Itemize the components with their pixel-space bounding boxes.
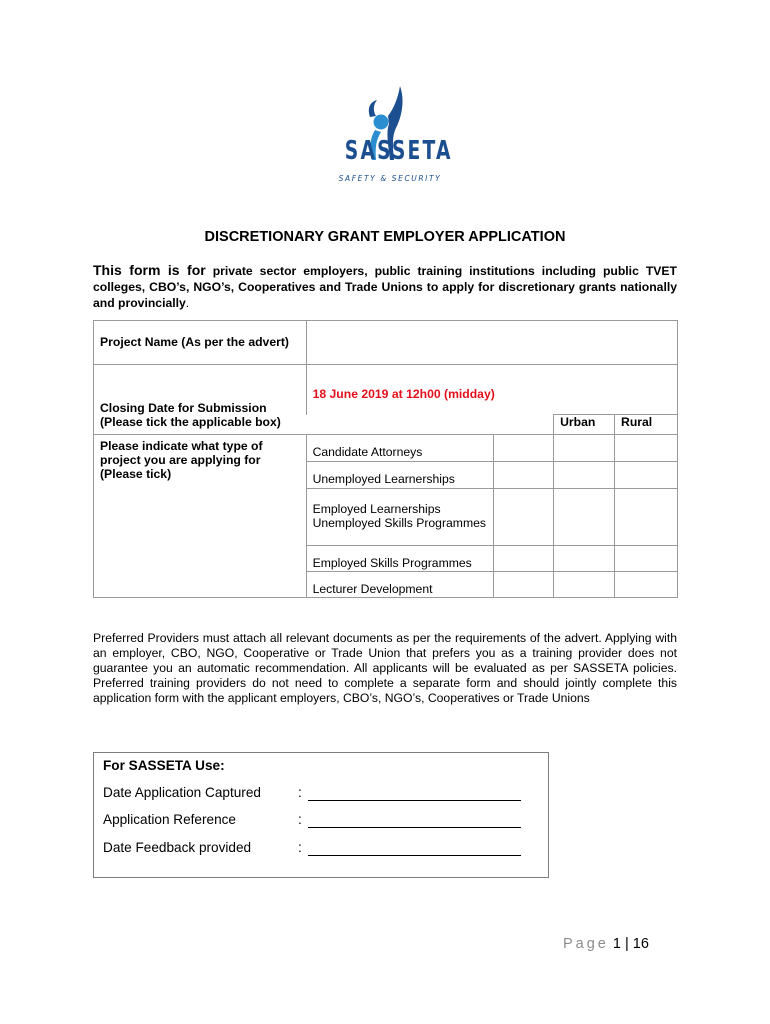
- intro-tail: .: [185, 296, 190, 310]
- date-feedback-row: [103, 840, 543, 858]
- rural-option[interactable]: Rural: [615, 415, 678, 435]
- project-name-input[interactable]: [306, 321, 677, 365]
- project-type-option: Employed Learnerships: [306, 489, 494, 516]
- date-captured-label: Date Application Captured: [103, 785, 261, 800]
- project-type-checkbox[interactable]: [554, 516, 615, 546]
- colon: :: [298, 812, 302, 827]
- page-number: [563, 936, 649, 952]
- date-captured-field[interactable]: [308, 800, 521, 801]
- project-type-option: Employed Skills Programmes: [306, 546, 494, 572]
- project-type-checkbox[interactable]: [615, 516, 678, 546]
- logo-tagline: SAFETY & SECURITY: [338, 174, 442, 183]
- project-type-checkbox[interactable]: [615, 546, 678, 572]
- sasseta-use-title: For SASSETA Use:: [103, 758, 225, 773]
- project-type-option: Unemployed Skills Programmes: [306, 516, 494, 546]
- sasseta-use-box: [93, 752, 549, 878]
- page-title: DISCRETIONARY GRANT EMPLOYER APPLICATION: [204, 229, 566, 245]
- project-type-checkbox[interactable]: [494, 435, 554, 462]
- project-type-checkbox[interactable]: [615, 462, 678, 489]
- project-name-row: [94, 321, 678, 365]
- project-type-checkbox[interactable]: [615, 435, 678, 462]
- project-type-checkbox[interactable]: [554, 572, 615, 598]
- application-form-table: [93, 320, 678, 598]
- project-type-checkbox[interactable]: [615, 572, 678, 598]
- project-type-row: [94, 435, 678, 462]
- logo-wordmark: SASSETA: [344, 136, 453, 166]
- colon: :: [298, 840, 302, 855]
- tick-row: [94, 415, 678, 435]
- sasseta-logo: [320, 86, 460, 190]
- urban-option[interactable]: Urban: [554, 415, 615, 435]
- colon: :: [298, 785, 302, 800]
- project-type-checkbox[interactable]: [494, 572, 554, 598]
- intro-body: private sector employers, public training institutions including public TVET colleges, CBO’s, NGO’s, Cooperatives and Trade Unions to apply for discretionary grants nationally and provincially: [93, 264, 677, 310]
- closing-date-label: Closing Date for Submission: [94, 365, 307, 415]
- project-type-checkbox[interactable]: [494, 516, 554, 546]
- project-type-checkbox[interactable]: [554, 462, 615, 489]
- closing-date-row: [94, 365, 678, 415]
- project-type-checkbox[interactable]: [554, 546, 615, 572]
- intro-lead: This form is for: [93, 262, 206, 278]
- project-type-checkbox[interactable]: [615, 489, 678, 516]
- project-type-checkbox[interactable]: [494, 546, 554, 572]
- project-type-option: Candidate Attorneys: [306, 435, 494, 462]
- closing-date-value: 18 June 2019 at 12h00 (midday): [306, 365, 677, 415]
- date-feedback-label: Date Feedback provided: [103, 840, 252, 855]
- date-captured-row: [103, 785, 543, 803]
- project-type-checkbox[interactable]: [494, 462, 554, 489]
- date-feedback-field[interactable]: [308, 855, 521, 856]
- application-reference-row: [103, 812, 543, 830]
- application-reference-label: Application Reference: [103, 812, 236, 827]
- project-type-option: Lecturer Development: [306, 572, 494, 598]
- project-name-label: Project Name (As per the advert): [94, 321, 307, 365]
- project-type-option: Unemployed Learnerships: [306, 462, 494, 489]
- project-type-checkbox[interactable]: [554, 489, 615, 516]
- project-type-checkbox[interactable]: [494, 489, 554, 516]
- tick-instruction: (Please tick the applicable box): [94, 415, 554, 435]
- application-reference-field[interactable]: [308, 827, 521, 828]
- project-type-checkbox[interactable]: [554, 435, 615, 462]
- preferred-providers-note: Preferred Providers must attach all relevant documents as per the requirements of the advert. Applying with an employer, CBO, NGO, Cooperative or Trade Union that prefers you as a training provider does not guarantee you an automatic recommendation. All applicants will be evaluated as per SASSETA policies. Preferred training providers do not need to complete a separate form and should jointly complete this application form with the applicant employers, CBO’s, NGO’s, Cooperatives or Trade Unions: [93, 631, 677, 705]
- intro-paragraph: [93, 262, 677, 311]
- page-count: 1 | 16: [612, 936, 649, 952]
- page-word: Page: [563, 936, 609, 952]
- project-type-label: Please indicate what type of project you are applying for (Please tick): [94, 435, 307, 598]
